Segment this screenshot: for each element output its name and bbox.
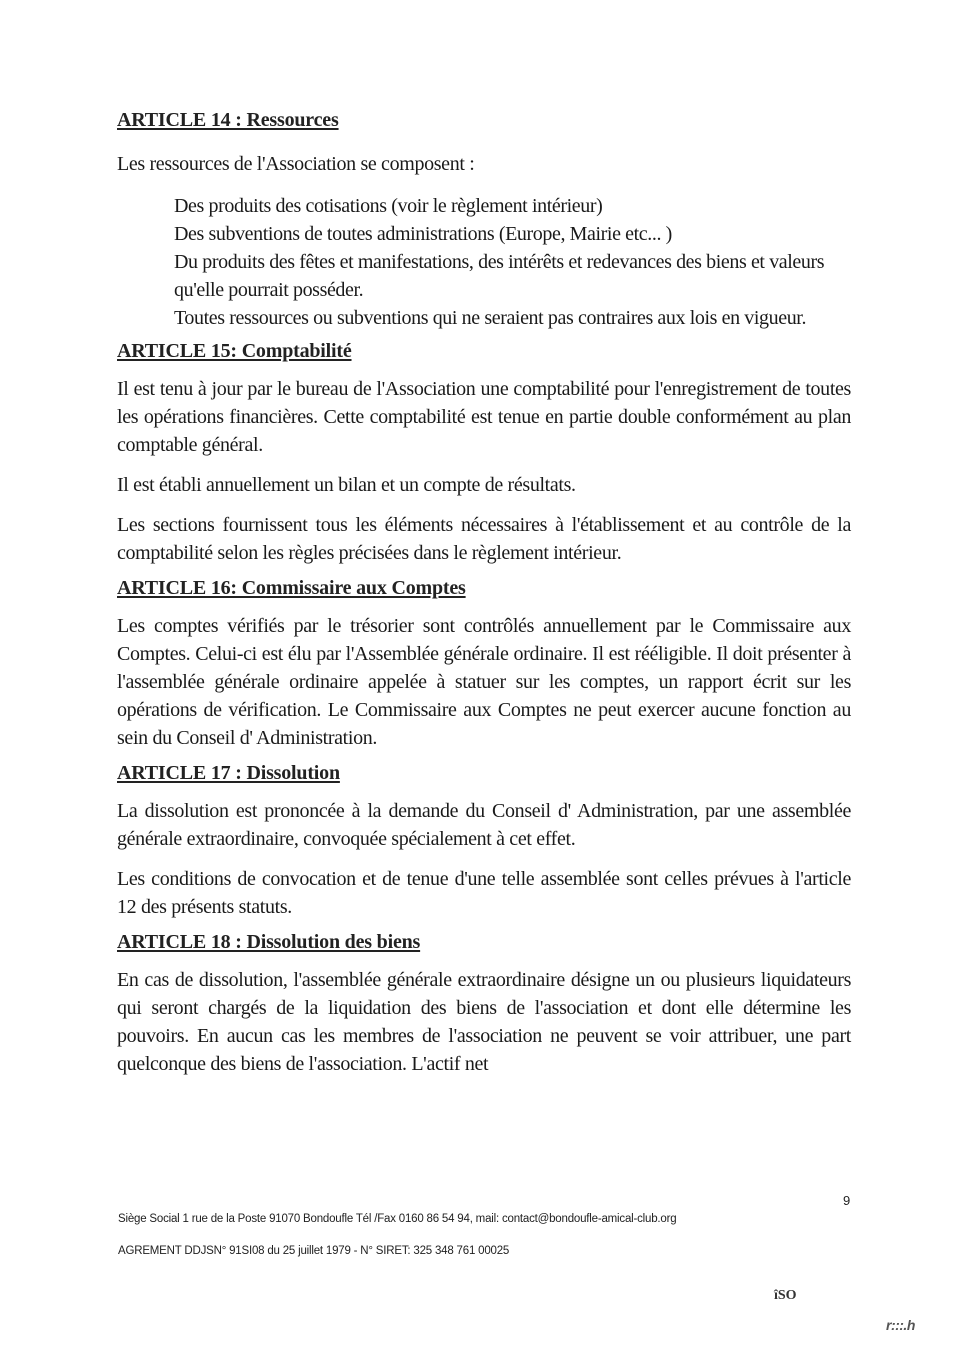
paragraph: Il est établi annuellement un bilan et un compte de résultats.: [117, 474, 576, 496]
list-item: Des produits des cotisations (voir le règlement intérieur): [174, 195, 603, 217]
article-heading: ARTICLE 14 : Ressources: [117, 109, 339, 131]
article-heading: ARTICLE 17 : Dissolution: [117, 762, 340, 784]
paragraph: Il est tenu à jour par le bureau de l'Association une comptabilité pour l'enregistrement de toutes les opérations financières. Cette comptabilité est tenue en partie double conformément au plan comptable général.: [117, 378, 851, 456]
footer-address: Siège Social 1 rue de la Poste 91070 Bondoufle Tél /Fax 0160 86 54 94, mail: contact@bondoufle-amical-club.org: [118, 1213, 677, 1225]
article-17: [117, 762, 851, 921]
paragraph: Les sections fournissent tous les éléments nécessaires à l'établissement et au contrôle de la comptabilité selon les règles précisées dans le règlement intérieur.: [117, 514, 851, 564]
article-18: [117, 931, 851, 1078]
article-heading: ARTICLE 18 : Dissolution des biens: [117, 931, 421, 953]
list-item: Toutes ressources ou subventions qui ne seraient pas contraires aux lois en vigueur.: [174, 307, 807, 329]
list-item: Du produits des fêtes et manifestations, des intérêts et redevances des biens et valeurs qu'elle pourrait posséder.: [174, 251, 825, 301]
article-heading: ARTICLE 16: Commissaire aux Comptes: [117, 577, 466, 599]
article-14: [117, 109, 851, 332]
iso-mark: îSO: [774, 1288, 797, 1303]
article-intro: Les ressources de l'Association se composent :: [117, 153, 475, 175]
footer-agrement: AGREMENT DDJSN° 91SI08 du 25 juillet 1979 - N° SIRET: 325 348 761 00025: [118, 1245, 510, 1257]
article-15: [117, 340, 851, 567]
article-heading: ARTICLE 15: Comptabilité: [117, 340, 352, 362]
list-item: Des subventions de toutes administrations (Europe, Mairie etc... ): [174, 223, 672, 245]
scan-mark: r:::.h: [886, 1317, 915, 1333]
resources-list: [117, 192, 851, 332]
paragraph: Les conditions de convocation et de tenue d'une telle assemblée sont celles prévues à l'article 12 des présents statuts.: [117, 868, 851, 918]
paragraph: Les comptes vérifiés par le trésorier sont contrôlés annuellement par le Commissaire aux Comptes. Celui-ci est élu par l'Assemblée générale ordinaire. Il est rééligible. Il doit présenter à l'assemblée générale ordinaire appelée à statuer sur les comptes, un rapport écrit sur les opérations de vérification. Le Commissaire aux Comptes ne peut exercer aucune fonction au sein du Conseil d' Administration.: [117, 615, 851, 749]
document-body: [117, 109, 851, 1078]
paragraph: En cas de dissolution, l'assemblée générale extraordinaire désigne un ou plusieurs liquidateurs qui seront chargés de la liquidation des biens de l'association et dont elle détermine les pouvoirs. En aucun cas les membres de l'association ne peuvent se voir attribuer, une part quelconque des biens de l'association. L'actif net: [117, 969, 851, 1075]
page-number: 9: [843, 1193, 851, 1208]
article-16: [117, 577, 851, 752]
paragraph: La dissolution est prononcée à la demande du Conseil d' Administration, par une assemblée générale extraordinaire, convoquée spécialement à cet effet.: [117, 800, 851, 850]
